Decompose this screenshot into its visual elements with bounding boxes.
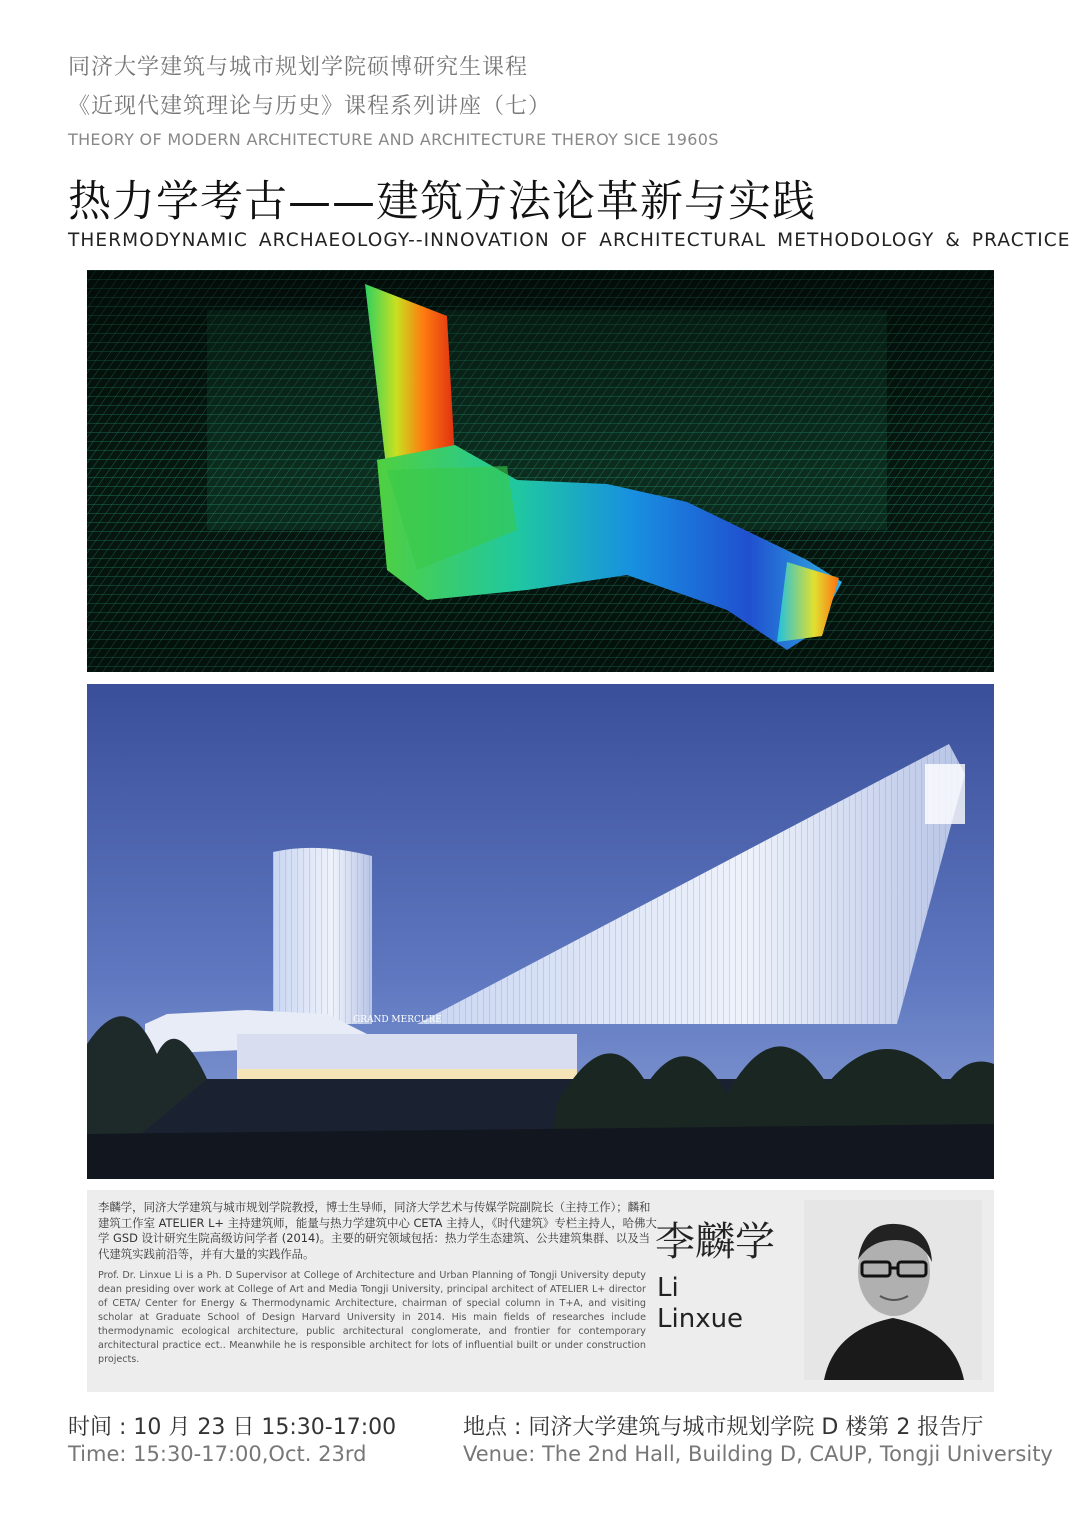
event-venue-cn: 地点 : 同济大学建筑与城市规划学院 D 楼第 2 报告厅 (463, 1415, 984, 1440)
lecture-title-cn: 热力学考古——建筑方法论革新与实践 (68, 177, 816, 227)
speaker-bio-cn: 李麟学，同济大学建筑与城市规划学院教授，博士生导师，同济大学艺术与传媒学院副院长（主持工作）；麟和建筑工作室 ATELIER L+ 主持建筑师，能量与热力学建筑中心 CETA 主持人，《时代建筑》专栏主持人，哈佛大学 GSD 设计研究生院高级访问学者 (2014)。主要的研究领域包括：热力学生态建筑、公共建筑集群、以及当代建筑实践前沿等，并有大量的实践作品。 (98, 1200, 657, 1261)
event-time-cn: 时间 : 10 月 23 日 15:30-17:00 (68, 1415, 397, 1440)
course-title-cn: 同济大学建筑与城市规划学院硕博研究生课程 (68, 55, 529, 80)
lecture-series-cn: 《近现代建筑理论与历史》课程系列讲座（七） (68, 94, 552, 119)
lecture-series-en: THEORY OF MODERN ARCHITECTURE AND ARCHITECTURE THEROY SICE 1960S (68, 130, 719, 149)
lecture-title-en: THERMODYNAMIC ARCHAEOLOGY--INNOVATION OF ARCHITECTURAL METHODOLOGY & PRACTICE (68, 230, 1071, 251)
speaker-name-cn: 李麟学 (655, 1219, 775, 1265)
speaker-portrait (804, 1200, 982, 1380)
event-venue-en: Venue: The 2nd Hall, Building D, CAUP, Tongji University (463, 1442, 1053, 1466)
speaker-bio-en: Prof. Dr. Linxue Li is a Ph. D Supervisor at College of Architecture and Urban Planning of Tongji University deputy dean presiding over work at College of Art and Media Tongji University, principal architect of ATELIER L+ director of CETA/ Center for Energy & Thermodynamic Architecture, chairman of special column in T+A, and visiting scholar at Graduate School of Design Harvard University in 2014. His main fields of researches include thermodynamic ecological architecture, public architectural conglomerate, and frontier for contemporary architectural practice ect.. Meanwhile he is responsible architect for lots of influential built or under construction projects. (98, 1270, 646, 1365)
building-photo-image (87, 684, 994, 1179)
thermal-simulation-image (87, 270, 994, 672)
speaker-name-en-last: Linxue (657, 1304, 744, 1334)
hotel-sign: GRAND MERCURE (353, 1015, 442, 1025)
speaker-name-en-first: Li (657, 1273, 679, 1303)
event-time-en: Time: 15:30-17:00,Oct. 23rd (68, 1442, 367, 1466)
